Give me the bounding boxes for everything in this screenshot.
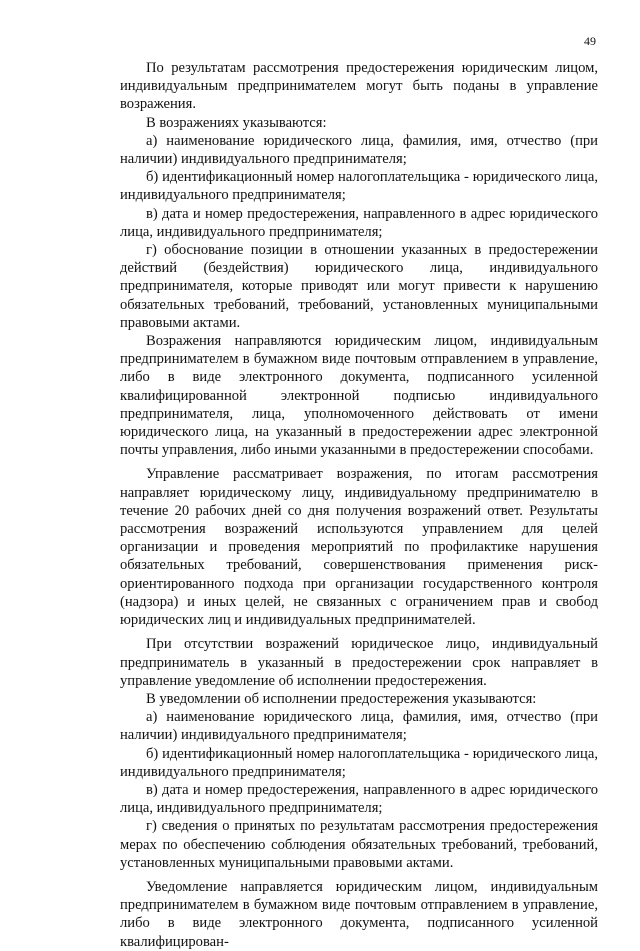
paragraph: Управление рассматривает возражения, по итогам рассмотрения направляет юридическому лицу, индивидуальному предпринимателю в течение 20 рабочих дней со дня получения возражений ответ. Результаты рассмотрения возражений используются управлением для целей организации и проведения мероприятий по профилактике нарушения обязательных требований, совершенствования применения риск- ориентированного подхода при организации государственного контроля (надзора) и иных целей, не связанных с ограничением прав и свобод юридических лиц и индивидуальных предпринимателей. <box>120 466 598 629</box>
paragraph: В возражениях указываются: <box>146 114 327 131</box>
list-item: г) сведения о принятых по результатам рассмотрения предостережения мерах по обеспечению соблюдения обязательных требований, требований, установленных муниципальными правовыми актами. <box>120 818 598 871</box>
list-item: в) дата и номер предостережения, направленного в адрес юридического лица, индивидуального предпринимателя; <box>120 205 598 240</box>
list-item: а) наименование юридического лица, фамилия, имя, отчество (при наличии) индивидуального предпринимателя; <box>120 132 598 168</box>
paragraph: Уведомление направляется юридическим лицом, индивидуальным предпринимателем в бумажном виде почтовым отправлением в управление, либо в виде электронного документа, подписанного усиленной квалифицирован- <box>120 878 598 950</box>
list-item: а) наименование юридического лица, фамилия, имя, отчество (при наличии) индивидуального предпринимателя; <box>120 709 598 744</box>
page-number: 49 <box>584 34 596 48</box>
list-item: г) обоснование позиции в отношении указанных в предостережении действий (бездействия) юридического лица, индивидуального предпринимателя, которые приводят или могут привести к нарушению обязательных требований, требований, установленных муниципальными правовыми актами. <box>120 242 598 331</box>
list-item: б) идентификационный номер налогоплательщика - юридического лица, индивидуального предпринимателя; <box>120 169 598 204</box>
paragraph: В уведомлении об исполнении предостережения указываются: <box>146 690 537 707</box>
paragraph: При отсутствии возражений юридическое лицо, индивидуальный предприниматель в указанный в предостережении срок направляет в управление уведомление об исполнении предостережения. <box>120 636 598 689</box>
list-item: б) идентификационный номер налогоплательщика - юридического лица, индивидуального предпринимателя; <box>120 745 598 780</box>
paragraph: По результатам рассмотрения предостережения юридическим лицом, индивидуальным предпринимателем могут быть поданы в управление возражения. <box>120 60 598 113</box>
list-item: в) дата и номер предостережения, направленного в адрес юридического лица, индивидуального предпринимателя; <box>120 781 598 817</box>
paragraph: Возражения направляются юридическим лицом, индивидуальным предпринимателем в бумажном виде почтовым отправлением в управление, либо в виде электронного документа, подписанного усиленной квалифицированной электронной подписью индивидуального предпринимателя, лица, уполномоченного действовать от имени юридического лица, на указанный в предостережении адрес электронной почты управления, либо иными указанными в предостережении способами. <box>120 333 598 459</box>
document-body <box>120 59 598 951</box>
